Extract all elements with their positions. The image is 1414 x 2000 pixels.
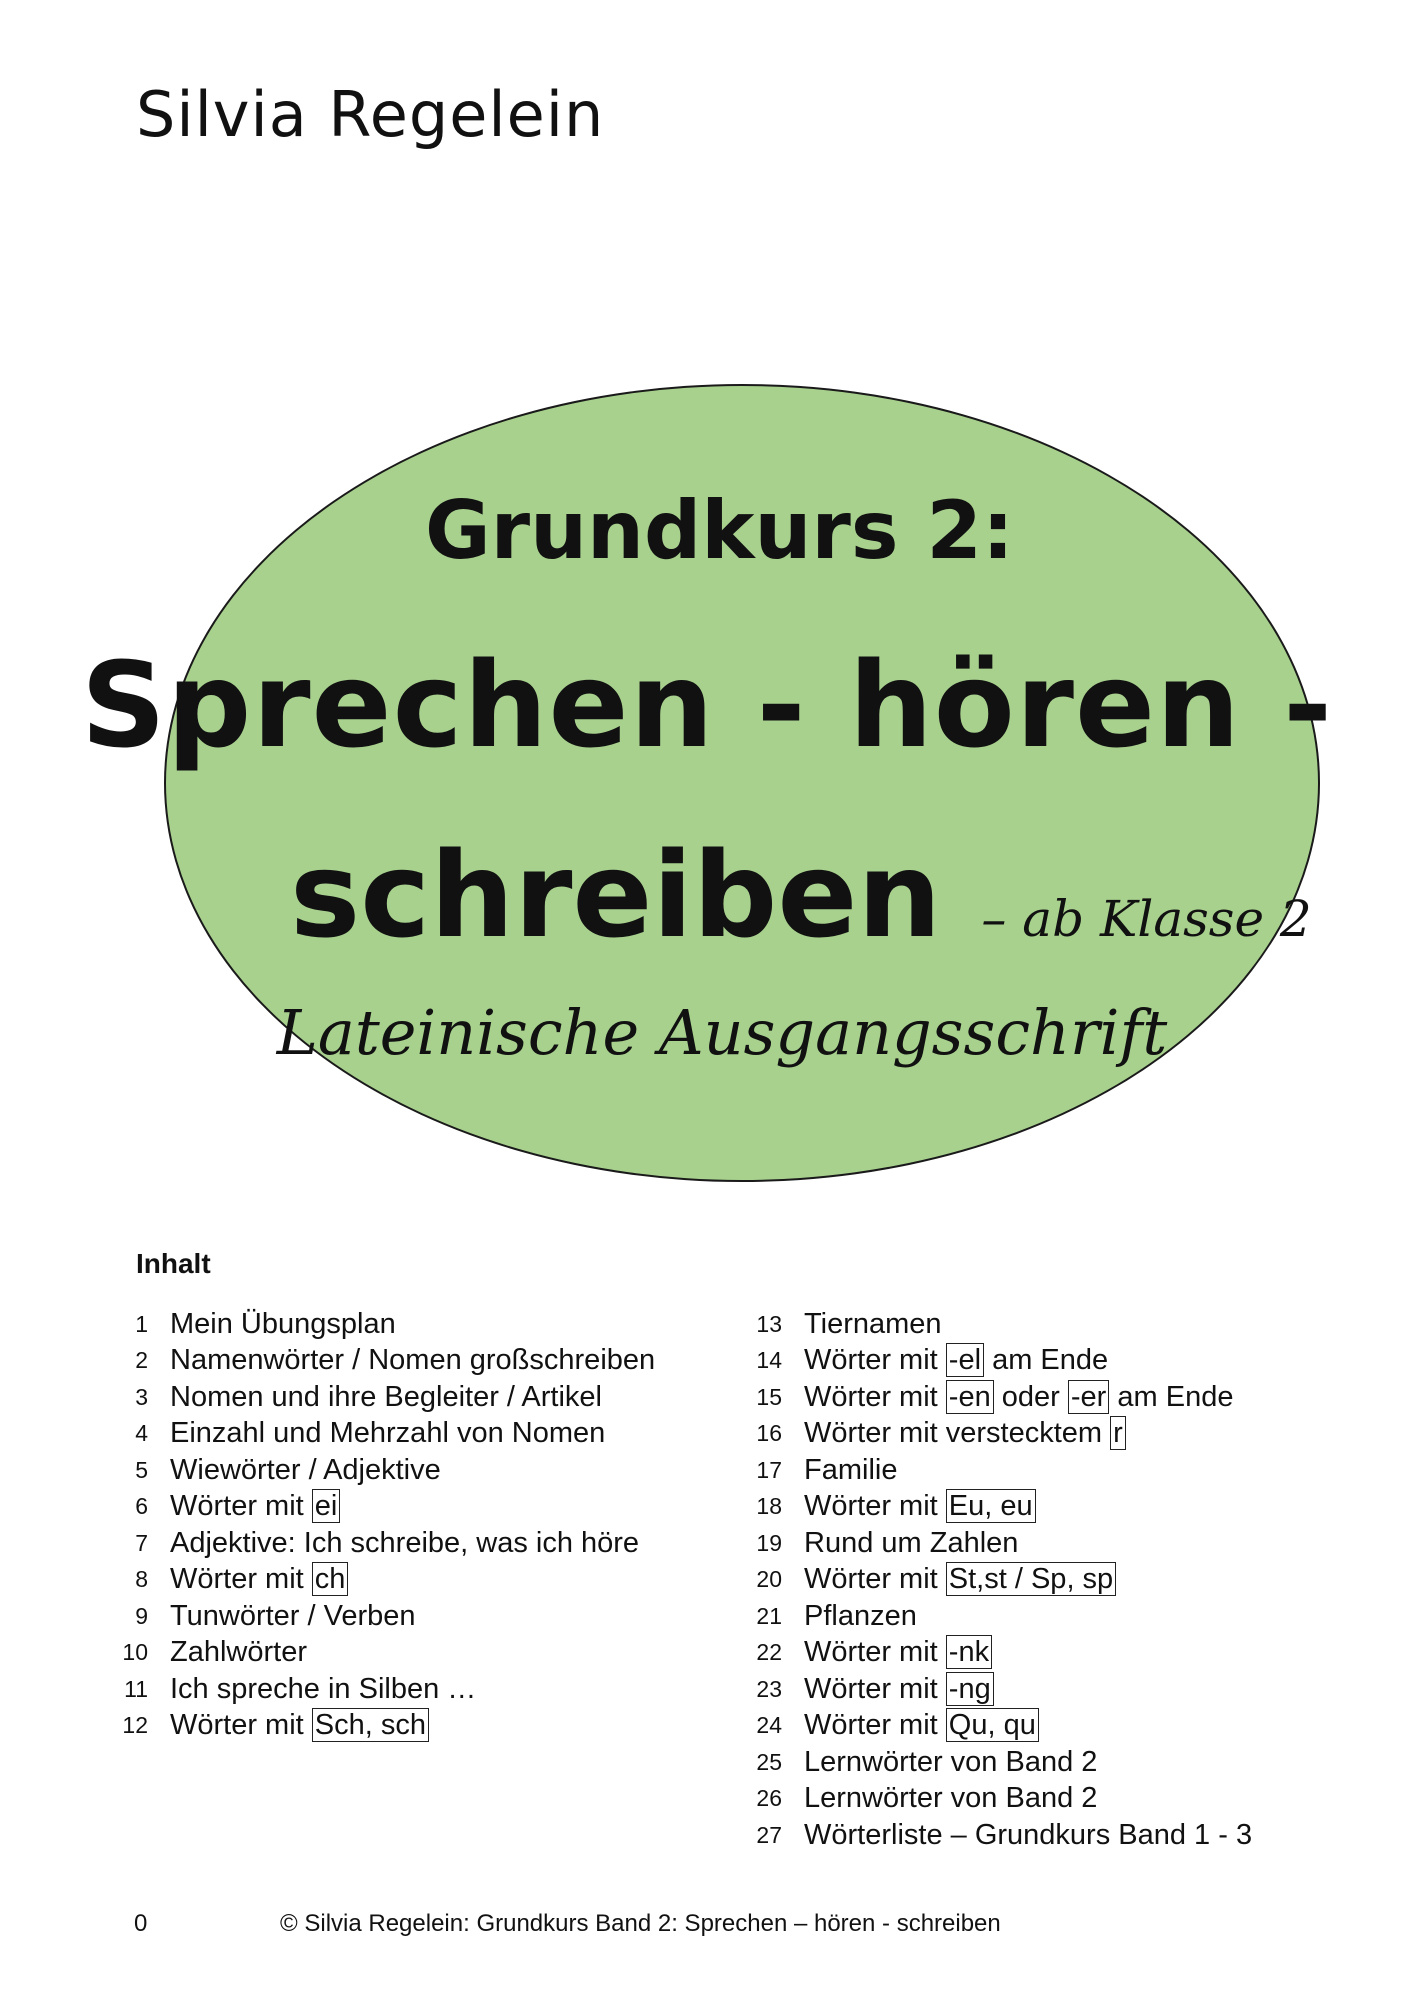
- toc-item-text: Wiewörter / Adjektive: [170, 1453, 441, 1486]
- toc-item-label: [170, 1527, 639, 1560]
- toc-item-text: Zahlwörter: [170, 1636, 307, 1669]
- grade-label: – ab Klasse 2: [981, 890, 1312, 948]
- title-line-2: [290, 826, 1312, 964]
- toc-item: [752, 1379, 1252, 1416]
- toc-item-number: 11: [124, 1675, 148, 1702]
- toc-item-text: Wörter mit: [170, 1709, 312, 1742]
- toc-item: [752, 1781, 1252, 1818]
- toc-column-left: [118, 1306, 655, 1744]
- toc-heading: Inhalt: [136, 1248, 211, 1279]
- toc-item-text: Pflanzen: [804, 1599, 917, 1632]
- toc-item: [118, 1343, 655, 1380]
- toc-item-label: [170, 1600, 416, 1633]
- toc-item: [752, 1562, 1252, 1599]
- toc-item-number: 21: [756, 1602, 782, 1629]
- toc-item-number: 26: [756, 1785, 782, 1812]
- toc-item: [752, 1598, 1252, 1635]
- toc-item-label: [804, 1454, 897, 1487]
- toc-item-text: Wörterliste – Grundkurs Band 1 - 3: [804, 1818, 1253, 1851]
- page-number: 0: [134, 1910, 148, 1937]
- toc-item: [752, 1489, 1252, 1526]
- toc-item-highlight: -en: [946, 1380, 994, 1414]
- toc-item-label: [170, 1417, 605, 1450]
- toc-item-number: 18: [756, 1493, 782, 1520]
- toc-item-highlight: Qu, qu: [946, 1708, 1039, 1742]
- toc-item: [752, 1671, 1252, 1708]
- toc-item-highlight: r: [1110, 1416, 1126, 1450]
- footer-copyright: © Silvia Regelein: Grundkurs Band 2: Sprechen – hören - schreiben: [280, 1910, 1001, 1937]
- toc-item-text: Tunwörter / Verben: [170, 1599, 416, 1632]
- toc-item-text: Namenwörter / Nomen großschreiben: [170, 1344, 656, 1377]
- toc-item: [118, 1708, 655, 1745]
- toc-item: [118, 1671, 655, 1708]
- toc-item-label: [804, 1344, 1108, 1377]
- toc-item-number: 10: [122, 1639, 148, 1666]
- toc-item-label: [170, 1454, 441, 1487]
- toc-item-label: [170, 1673, 476, 1706]
- toc-item-highlight: St,st / Sp, sp: [946, 1562, 1116, 1596]
- toc-item-number: 27: [756, 1821, 782, 1848]
- toc-item-text: Wörter mit: [804, 1344, 946, 1377]
- toc-item-text: Adjektive: Ich schreibe, was ich höre: [170, 1526, 640, 1559]
- toc-item: [752, 1525, 1252, 1562]
- toc-item: [752, 1343, 1252, 1380]
- toc-item: [118, 1635, 655, 1672]
- script-label: Lateinische Ausgangsschrift: [276, 996, 1168, 1069]
- toc-item-highlight: ch: [312, 1562, 349, 1596]
- toc-item-number: 6: [135, 1493, 148, 1520]
- toc-item-number: 3: [135, 1383, 148, 1410]
- toc-item-number: 8: [135, 1566, 148, 1593]
- toc-item: [118, 1416, 655, 1453]
- toc-item-text: Mein Übungsplan: [170, 1307, 396, 1340]
- toc-item-number: 19: [756, 1529, 782, 1556]
- toc-item-text: am Ende: [984, 1344, 1109, 1377]
- toc-column-right: [752, 1306, 1252, 1854]
- toc-item-number: 20: [756, 1566, 782, 1593]
- title-word: schreiben: [290, 826, 942, 964]
- toc-item-label: [170, 1490, 340, 1523]
- toc-item: [752, 1744, 1252, 1781]
- toc-item-label: [804, 1673, 994, 1706]
- toc-item-text: Tiernamen: [804, 1307, 942, 1340]
- toc-item-text: Ich spreche in Silben …: [170, 1672, 477, 1705]
- toc-item-number: 7: [135, 1529, 148, 1556]
- toc-item-text: Familie: [804, 1453, 898, 1486]
- toc-item-text: Wörter mit verstecktem: [804, 1417, 1111, 1450]
- toc-item-number: 13: [756, 1310, 782, 1337]
- toc-item-text: Einzahl und Mehrzahl von Nomen: [170, 1417, 606, 1450]
- toc-item-number: 16: [756, 1420, 782, 1447]
- toc-item-label: [170, 1344, 655, 1377]
- toc-item-number: 5: [135, 1456, 148, 1483]
- toc-item-highlight: ei: [312, 1489, 341, 1523]
- course-label: Grundkurs 2:: [424, 484, 1015, 577]
- toc-item-text: Wörter mit: [804, 1490, 946, 1523]
- toc-item-number: 9: [135, 1602, 148, 1629]
- toc-item-number: 1: [135, 1310, 148, 1337]
- toc-item-label: [804, 1600, 917, 1633]
- toc-item-text: oder: [993, 1380, 1068, 1413]
- toc-item-label: [804, 1308, 942, 1341]
- toc-item-highlight: -el: [946, 1343, 984, 1377]
- toc-item-text: Wörter mit: [804, 1380, 946, 1413]
- toc-item: [118, 1379, 655, 1416]
- toc-item-label: [804, 1636, 992, 1669]
- toc-item-text: Wörter mit: [804, 1563, 946, 1596]
- toc-item-text: am Ende: [1109, 1380, 1234, 1413]
- toc-item-number: 17: [756, 1456, 782, 1483]
- toc-item: [752, 1817, 1252, 1854]
- toc-item-label: [804, 1527, 1018, 1560]
- toc-item-label: [170, 1636, 307, 1669]
- toc-item-label: [804, 1563, 1116, 1596]
- toc-item-number: 2: [135, 1347, 148, 1374]
- toc-item: [752, 1416, 1252, 1453]
- toc-item: [118, 1452, 655, 1489]
- toc-item-highlight: Sch, sch: [312, 1708, 429, 1742]
- toc-item-number: 14: [756, 1347, 782, 1374]
- toc-item-label: [804, 1490, 1036, 1523]
- toc-item-label: [804, 1782, 1097, 1815]
- toc-item: [752, 1452, 1252, 1489]
- toc-item-highlight: Eu, eu: [946, 1489, 1036, 1523]
- toc-item-text: Lernwörter von Band 2: [804, 1745, 1098, 1778]
- toc-item-label: [804, 1417, 1126, 1450]
- toc-item-text: Wörter mit: [804, 1636, 946, 1669]
- toc-item-text: Wörter mit: [804, 1672, 946, 1705]
- toc-item-number: 24: [756, 1712, 782, 1739]
- toc-item-number: 15: [756, 1383, 782, 1410]
- toc-item-highlight: -ng: [946, 1672, 994, 1706]
- toc-item-text: Lernwörter von Band 2: [804, 1782, 1098, 1815]
- toc-item-label: [170, 1308, 396, 1341]
- toc-item-number: 23: [756, 1675, 782, 1702]
- toc-item-number: 12: [122, 1712, 148, 1739]
- toc-item: [752, 1635, 1252, 1672]
- toc-item-label: [170, 1381, 602, 1414]
- toc-item-label: [170, 1709, 429, 1742]
- toc-item: [752, 1708, 1252, 1745]
- toc-item: [118, 1598, 655, 1635]
- toc-item: [118, 1306, 655, 1343]
- toc-item-label: [804, 1819, 1252, 1852]
- title-line-1: Sprechen - hören -: [80, 636, 1334, 774]
- toc-item-text: Wörter mit: [804, 1709, 946, 1742]
- toc-item-number: 22: [756, 1639, 782, 1666]
- toc-item-text: Nomen und ihre Begleiter / Artikel: [170, 1380, 602, 1413]
- toc-item-number: 4: [135, 1420, 148, 1447]
- toc-item: [118, 1489, 655, 1526]
- toc-item: [118, 1525, 655, 1562]
- toc-item: [752, 1306, 1252, 1343]
- toc-item-text: Rund um Zahlen: [804, 1526, 1019, 1559]
- toc-item-label: [804, 1746, 1097, 1779]
- toc-item-label: [804, 1709, 1039, 1742]
- toc-item-label: [170, 1563, 348, 1596]
- toc-item-highlight: -nk: [946, 1635, 992, 1669]
- author-name: Silvia Regelein: [136, 78, 605, 151]
- toc-item-text: Wörter mit: [170, 1490, 312, 1523]
- toc-item-text: Wörter mit: [170, 1563, 312, 1596]
- toc-item: [118, 1562, 655, 1599]
- toc-item-number: 25: [756, 1748, 782, 1775]
- toc-item-label: [804, 1381, 1233, 1414]
- toc-item-highlight: -er: [1068, 1380, 1109, 1414]
